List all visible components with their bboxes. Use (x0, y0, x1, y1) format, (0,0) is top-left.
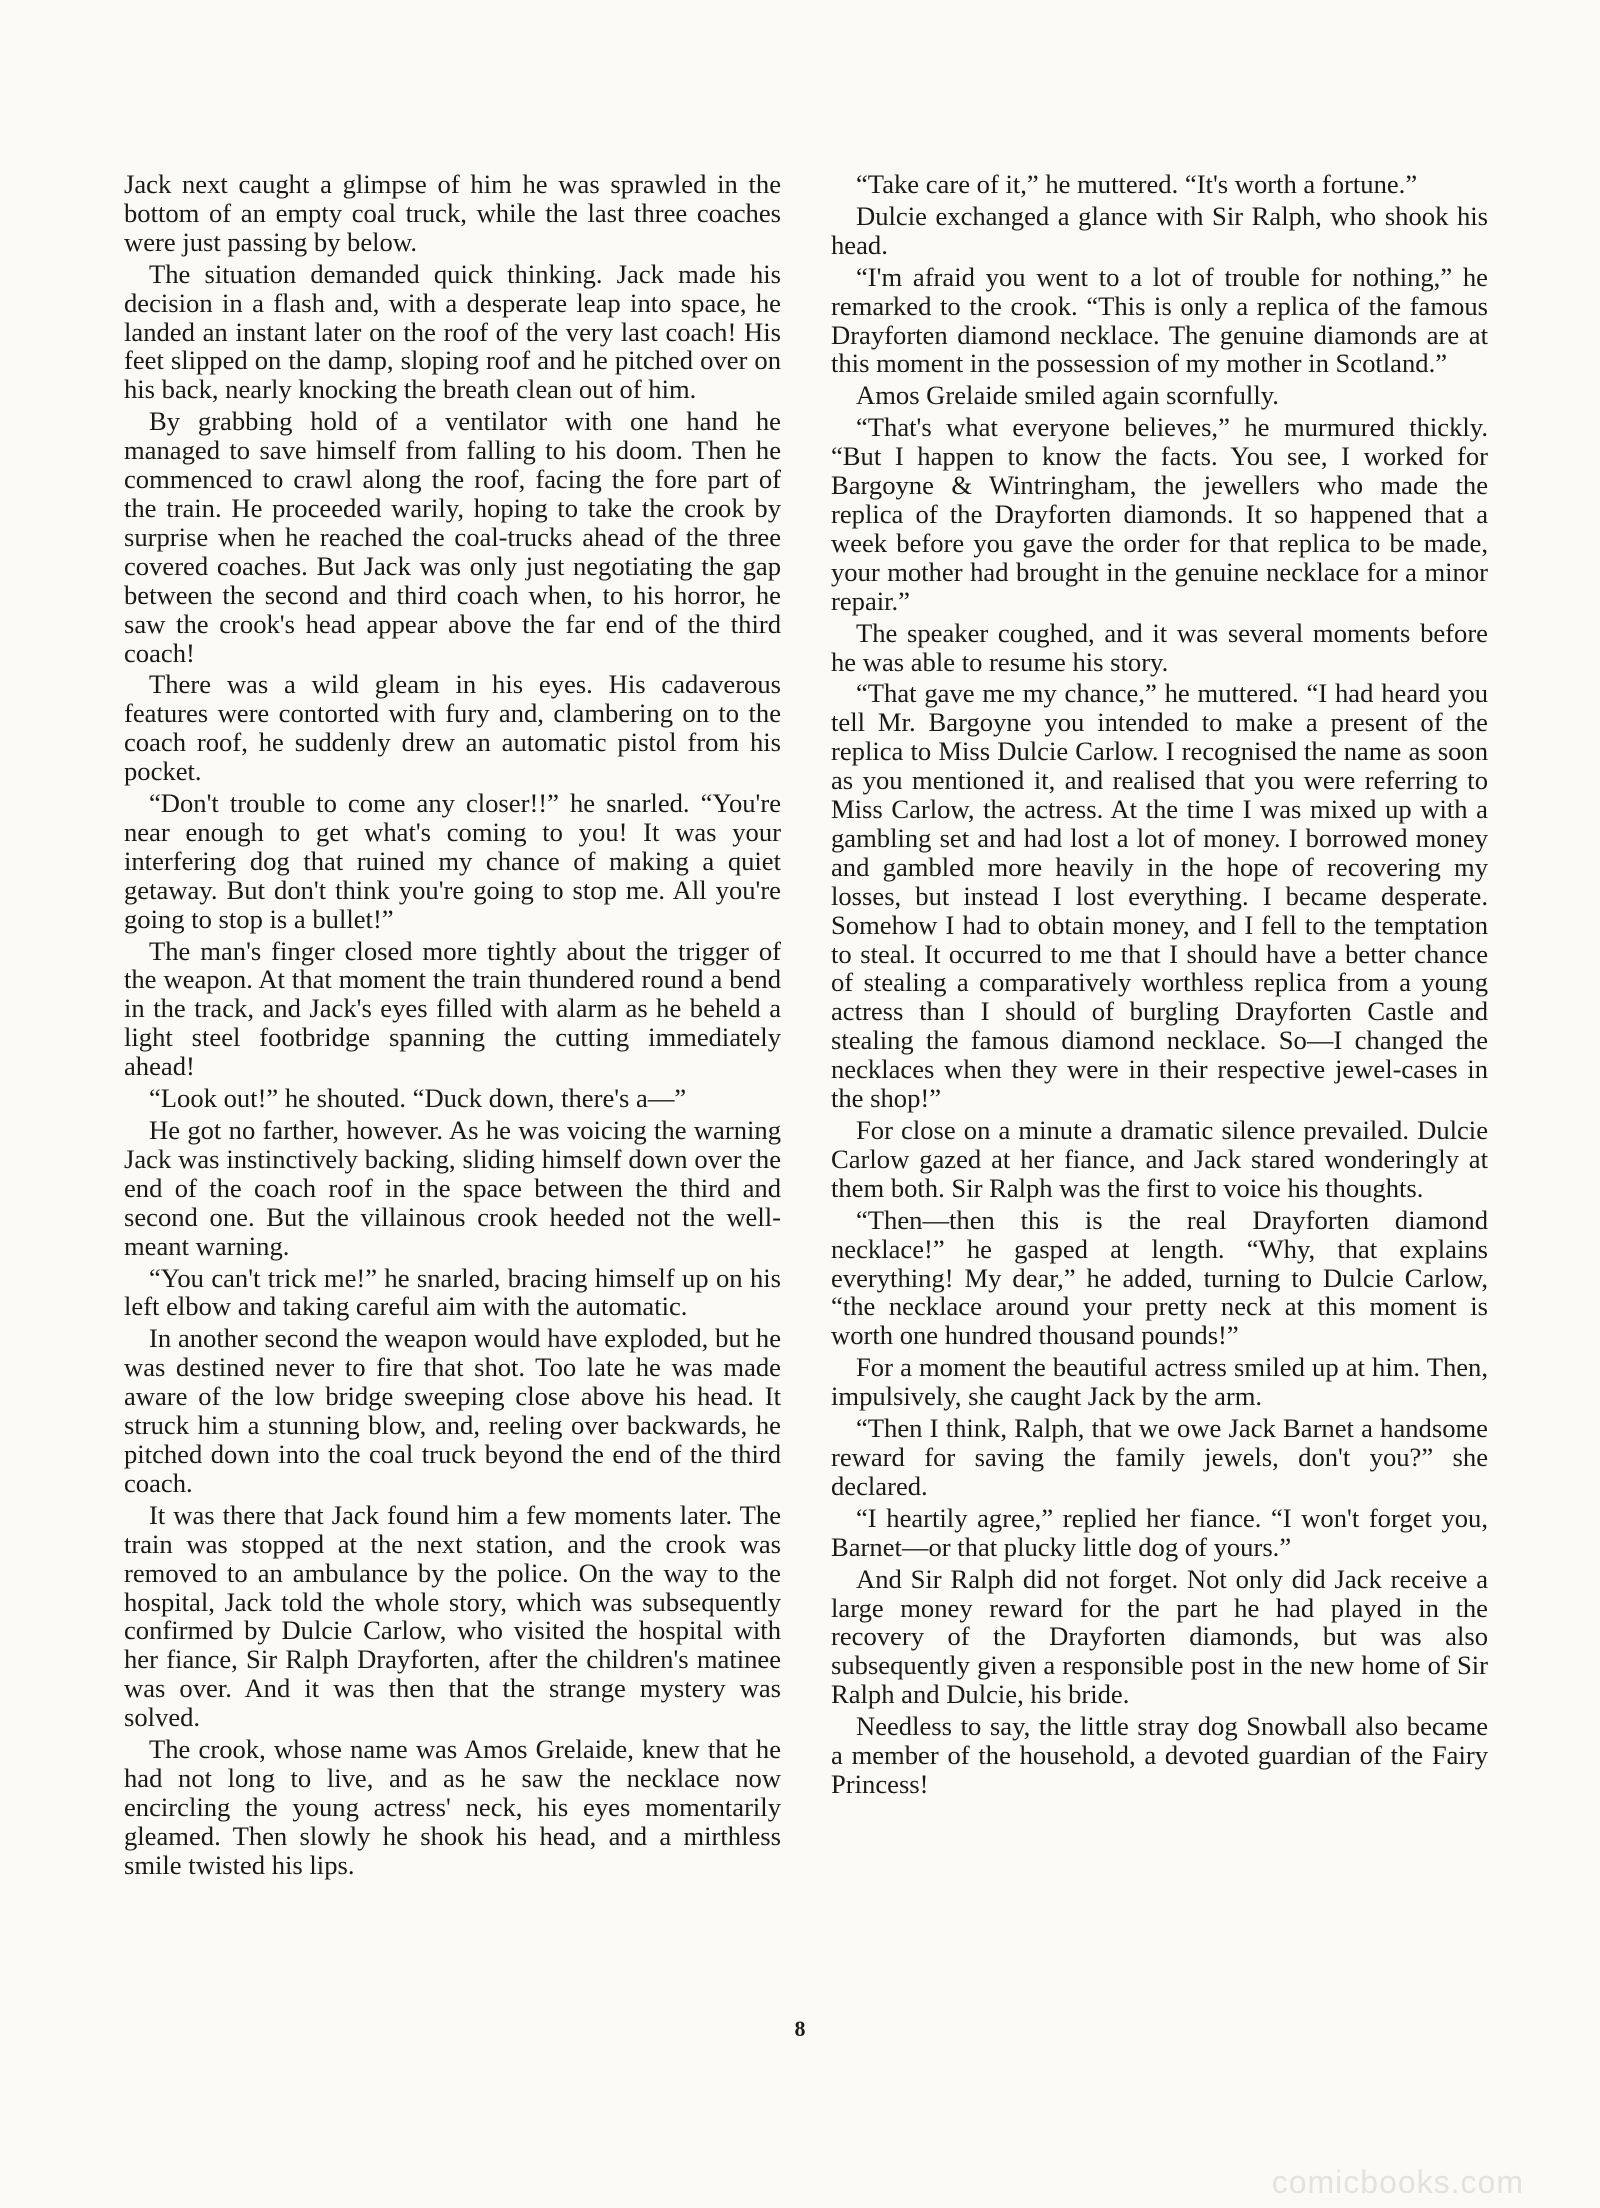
paragraph: “Then I think, Ralph, that we owe Jack Barnet a handsome reward for saving the family jewels, don't you?” she declared. (831, 1413, 1488, 1501)
paragraph: “You can't trick me!” he snarled, bracing himself up on his left elbow and taking careful aim with the automatic. (124, 1262, 781, 1322)
paragraph: “Don't trouble to come any closer!!” he snarled. “You're near enough to get what's coming to you! It was your interfering dog that ruined my chance of making a quiet getaway. But don't think you're going to stop me. All you're going to stop is a bullet!” (124, 788, 781, 934)
paragraph: In another second the weapon would have exploded, but he was destined never to fire that shot. Too late he was made aware of the low bridge sweeping close above his head. It struck him a stunning blow, and, reeling over backwards, he pitched down into the coal truck beyond the end of the third coach. (124, 1323, 781, 1498)
paragraph: Needless to say, the little stray dog Snowball also became a member of the household, a devoted guardian of the Fairy Princess! (831, 1711, 1488, 1799)
paragraph: Dulcie exchanged a glance with Sir Ralph, who shook his head. (831, 200, 1488, 260)
paragraph: It was there that Jack found him a few moments later. The train was stopped at the next station, and the crook was removed to an ambulance by the police. On the way to the hospital, Jack told the whole story, which was subsequently confirmed by Dulcie Carlow, who visited the hospital with her fiance, Sir Ralph Drayforten, after the children's matinee was over. And it was then that the strange mystery was solved. (124, 1499, 781, 1733)
paragraph: And Sir Ralph did not forget. Not only did Jack receive a large money reward for the part he had played in the recovery of the Drayforten diamonds, but was also subsequently given a responsible post in the new home of Sir Ralph and Dulcie, his bride. (831, 1563, 1488, 1710)
paragraph: “Look out!” he shouted. “Duck down, there's a—” (149, 1083, 687, 1114)
paragraph: Jack next caught a glimpse of him he was sprawled in the bottom of an empty coal truck, while the last three coaches were just passing by below. (124, 169, 781, 257)
paragraph: “That's what everyone believes,” he murmured thickly. “But I happen to know the facts. You see, I worked for Bargoyne & Wintringham, the jewellers who made the replica of the Drayforten diamonds. It so happened that a week before you gave the order for that replica to be made, your mother had brought in the genuine necklace for a minor repair.” (831, 412, 1488, 616)
page (124, 170, 1488, 2020)
paragraph: “Then—then this is the real Drayforten diamond necklace!” he gasped at length. “Why, that explains everything! My dear,” he added, turning to Dulcie Carlow, “the necklace around your pretty neck at this moment is worth one hundred thousand pounds!” (831, 1204, 1488, 1351)
left-column (124, 170, 781, 1883)
paragraph: The situation demanded quick thinking. Jack made his decision in a flash and, with a desperate leap into space, he landed an instant later on the roof of the very last coach! His feet slipped on the damp, sloping roof and he pitched over on his back, nearly knocking the breath clean out of him. (124, 258, 781, 405)
paragraph: For close on a minute a dramatic silence prevailed. Dulcie Carlow gazed at her fiance, and Jack stared wonderingly at them both. Sir Ralph was the first to voice his thoughts. (831, 1115, 1488, 1203)
paragraph: “I heartily agree,” replied her fiance. “I won't forget you, Barnet—or that plucky little dog of yours.” (831, 1502, 1488, 1562)
paragraph: Amos Grelaide smiled again scornfully. (856, 380, 1279, 411)
page-number: 8 (794, 2016, 806, 2041)
watermark: comicbooks.com (1271, 2164, 1524, 2200)
paragraph: “I'm afraid you went to a lot of trouble for nothing,” he remarked to the crook. “This is only a replica of the famous Drayforten diamond necklace. The genuine diamonds are at this moment in the possession of my mother in Scotland.” (831, 261, 1488, 379)
paragraph: “Take care of it,” he muttered. “It's worth a fortune.” (856, 169, 1418, 199)
paragraph: The man's finger closed more tightly about the trigger of the weapon. At that moment the train thundered round a bend in the track, and Jack's eyes filled with alarm as he beheld a light steel footbridge spanning the cutting immediately ahead! (124, 935, 781, 1082)
right-column (831, 170, 1488, 1802)
paragraph: “That gave me my chance,” he muttered. “I had heard you tell Mr. Bargoyne you intended to make a present of the replica to Miss Dulcie Carlow. I recognised the name as soon as you mentioned it, and realised that you were referring to Miss Carlow, the actress. At the time I was mixed up with a gambling set and had lost a lot of money. I borrowed money and gambled more heavily in the hope of recovering my losses, but instead I lost everything. I became desperate. Somehow I had to obtain money, and I fell to the temptation to steal. It occurred to me that I should have a better chance of stealing a comparatively worthless replica from a young actress than I should of burgling Drayforten Castle and stealing the famous diamond necklace. So—I changed the necklaces when they were in their respective jewel-cases in the shop!” (831, 678, 1488, 1114)
paragraph: The speaker coughed, and it was several moments before he was able to resume his story. (831, 617, 1488, 677)
paragraph: For a moment the beautiful actress smiled up at him. Then, impulsively, she caught Jack by the arm. (831, 1352, 1488, 1412)
paragraph: He got no farther, however. As he was voicing the warning Jack was instinctively backing, sliding himself down over the end of the coach roof in the space between the third and second one. But the villainous crook heeded not the well-meant warning. (124, 1115, 781, 1261)
paragraph: By grabbing hold of a ventilator with one hand he managed to save himself from falling to his doom. Then he commenced to crawl along the roof, facing the fore part of the train. He proceeded warily, hoping to take the crook by surprise when he reached the coal-trucks ahead of the three covered coaches. But Jack was only just negotiating the gap between the second and third coach when, to his horror, he saw the crook's head appear above the far end of the third coach! (124, 406, 781, 668)
paragraph: The crook, whose name was Amos Grelaide, knew that he had not long to live, and as he saw the necklace now encircling the young actress' neck, his eyes momentarily gleamed. Then slowly he shook his head, and a mirthless smile twisted his lips. (124, 1734, 781, 1880)
paragraph: There was a wild gleam in his eyes. His cadaverous features were contorted with fury and, clambering on to the coach roof, he suddenly drew an automatic pistol from his pocket. (124, 669, 781, 787)
